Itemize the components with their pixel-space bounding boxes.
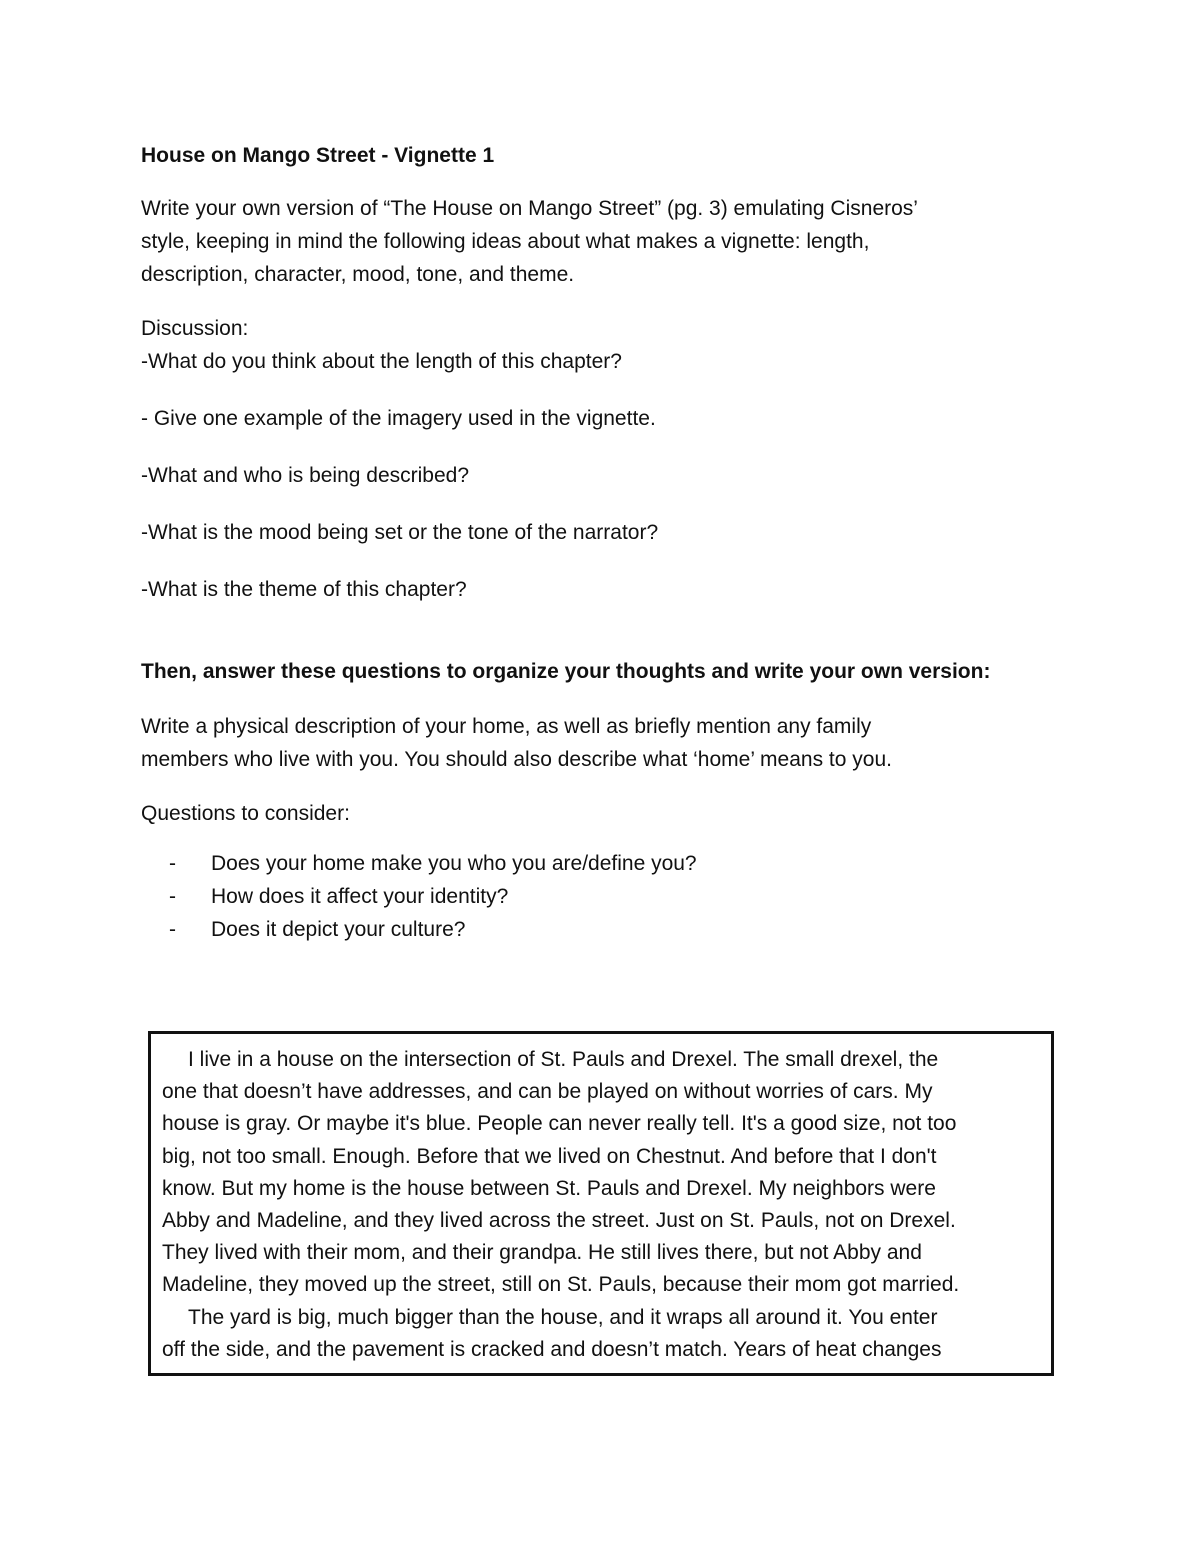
intro-line: description, character, mood, tone, and theme. bbox=[141, 263, 575, 286]
questions-to-consider-label: Questions to consider: bbox=[141, 802, 350, 825]
dash-bullet: - bbox=[169, 918, 176, 941]
essay-line: They lived with their mom, and their grandpa. He still lives there, but not Abby and bbox=[162, 1241, 922, 1265]
essay-line: big, not too small. Enough. Before that we lived on Chestnut. And before that I don't bbox=[162, 1144, 937, 1168]
essay-line: off the side, and the pavement is cracked and doesn’t match. Years of heat changes bbox=[162, 1337, 942, 1361]
list-item bbox=[141, 847, 1071, 880]
essay-line: one that doesn’t have addresses, and can be played on without worries of cars. My bbox=[162, 1080, 933, 1104]
discussion-question: - Give one example of the imagery used in the vignette. bbox=[141, 407, 656, 430]
description-line: Write a physical description of your home, as well as briefly mention any family bbox=[141, 715, 872, 738]
student-essay-box bbox=[148, 1031, 1054, 1376]
discussion-question: -What and who is being described? bbox=[141, 464, 470, 487]
dash-bullet: - bbox=[169, 885, 176, 908]
essay-line: The yard is big, much bigger than the house, and it wraps all around it. You enter bbox=[188, 1305, 938, 1329]
description-paragraph bbox=[141, 710, 1071, 776]
worksheet-content bbox=[141, 140, 1071, 946]
discussion-question: -What is the theme of this chapter? bbox=[141, 578, 467, 601]
intro-line: Write your own version of “The House on Mango Street” (pg. 3) emulating Cisneros’ bbox=[141, 197, 918, 220]
essay-line: I live in a house on the intersection of St. Pauls and Drexel. The small drexel, the bbox=[188, 1048, 939, 1071]
page-title: House on Mango Street - Vignette 1 bbox=[141, 144, 495, 167]
list-item bbox=[141, 913, 1071, 946]
list-item bbox=[141, 880, 1071, 913]
list-item-text: Does it depict your culture? bbox=[211, 918, 466, 941]
intro-paragraph bbox=[141, 192, 1071, 291]
essay-line: house is gray. Or maybe it's blue. People can never really tell. It's a good size, not too bbox=[162, 1112, 957, 1136]
discussion-question: -What is the mood being set or the tone of the narrator? bbox=[141, 521, 659, 544]
questions-to-consider-list bbox=[141, 847, 1071, 946]
list-item-text: How does it affect your identity? bbox=[211, 885, 509, 908]
description-line: members who live with you. You should also describe what ‘home’ means to you. bbox=[141, 748, 892, 771]
essay-line: Madeline, they moved up the street, still on St. Pauls, because their mom got married. bbox=[162, 1273, 960, 1297]
instructions-heading: Then, answer these questions to organize your thoughts and write your own version: bbox=[141, 660, 991, 683]
dash-bullet: - bbox=[169, 852, 176, 875]
intro-line: style, keeping in mind the following ideas about what makes a vignette: length, bbox=[141, 230, 870, 253]
list-item-text: Does your home make you who you are/define you? bbox=[211, 852, 697, 875]
essay-line: Abby and Madeline, and they lived across the street. Just on St. Pauls, not on Drexel. bbox=[162, 1209, 956, 1233]
essay-line: know. But my home is the house between St. Pauls and Drexel. My neighbors were bbox=[162, 1176, 936, 1200]
discussion-question: -What do you think about the length of this chapter? bbox=[141, 350, 622, 373]
discussion-label: Discussion: bbox=[141, 317, 249, 340]
